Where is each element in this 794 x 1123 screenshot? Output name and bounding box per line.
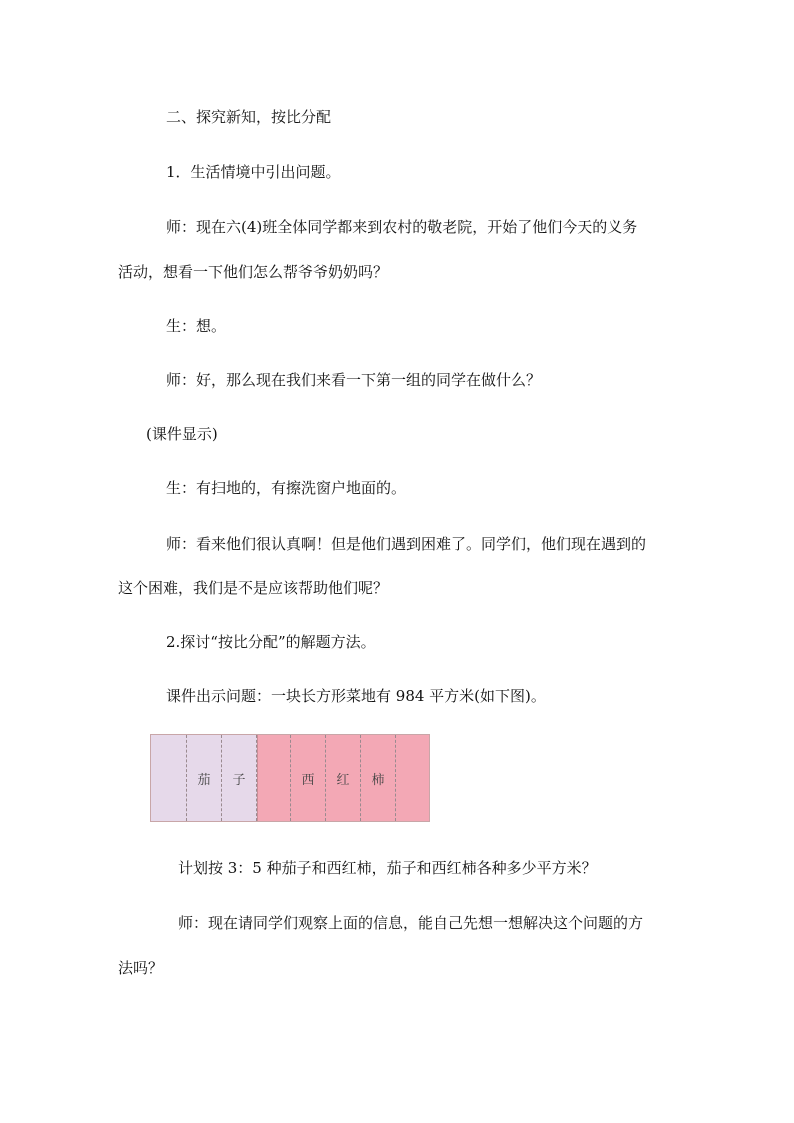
- paragraph-line: 师：好，那么现在我们来看一下第一组的同学在做什么？: [166, 371, 542, 389]
- vegetable-plot-figure: [150, 734, 430, 822]
- tomato-cell: [257, 735, 291, 821]
- eggplant-cell: 子: [222, 735, 257, 821]
- paragraph-line: 生：有扫地的，有擦洗窗户地面的。: [166, 479, 407, 497]
- paragraph-line: 师：看来他们很认真啊！但是他们遇到困难了。同学们，他们现在遇到的: [166, 535, 647, 553]
- eggplant-cell: 茄: [187, 735, 222, 821]
- eggplant-cell: [151, 735, 187, 821]
- paragraph-line: 法吗？: [118, 959, 164, 977]
- paragraph-line: 计划按 3：5 种茄子和西红柿，茄子和西红柿各种多少平方米？: [178, 859, 597, 877]
- paragraph-line: 课件出示问题：一块长方形菜地有 984 平方米(如下图)。: [166, 687, 546, 705]
- paragraph-line: 这个困难，我们是不是应该帮助他们呢？: [118, 579, 389, 597]
- paragraph-line: 生：想。: [166, 317, 227, 335]
- paragraph-line: (课件显示): [146, 425, 218, 443]
- paragraph-line: 师：现在请同学们观察上面的信息，能自己先想一想解决这个问题的方: [178, 914, 644, 932]
- tomato-cell: 柿: [361, 735, 396, 821]
- subsection-heading-2: 2.探讨“按比分配”的解题方法。: [166, 633, 376, 651]
- paragraph-line: 师：现在六(4)班全体同学都来到农村的敬老院，开始了他们今天的义务: [166, 218, 638, 236]
- paragraph-line: 活动，想看一下他们怎么帮爷爷奶奶吗？: [118, 263, 389, 281]
- subsection-heading-1: 1．生活情境中引出问题。: [166, 163, 341, 181]
- tomato-cell: [396, 735, 429, 821]
- section-heading: 二、探究新知，按比分配: [166, 108, 332, 126]
- tomato-cell: 红: [326, 735, 361, 821]
- tomato-cell: 西: [291, 735, 326, 821]
